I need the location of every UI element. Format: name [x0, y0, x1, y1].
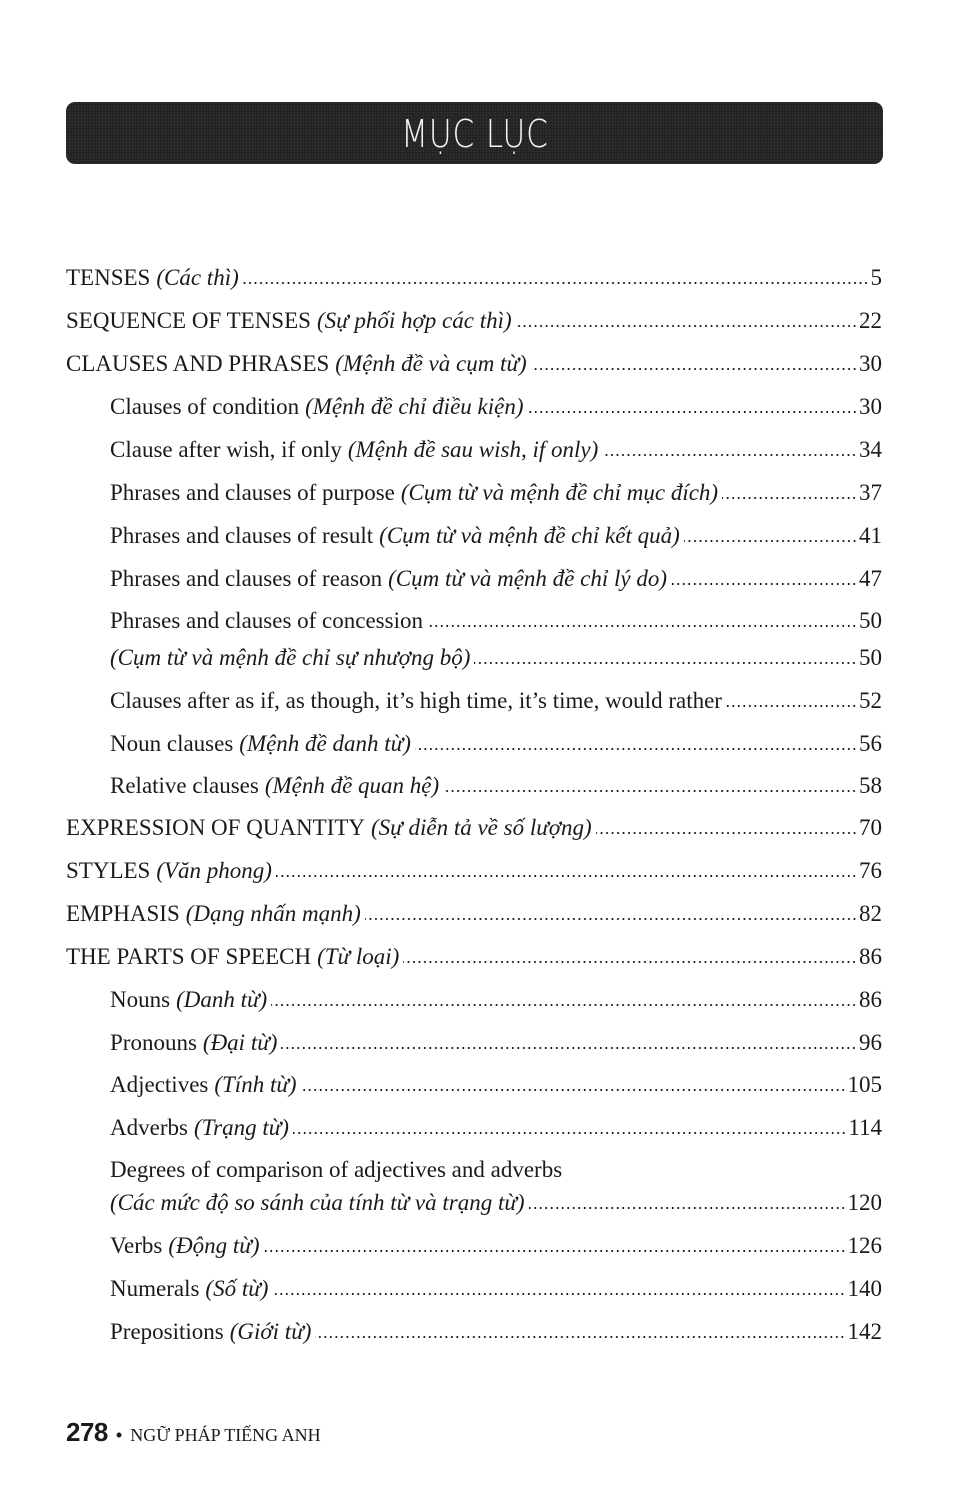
toc-entry-page: 105 — [847, 1072, 882, 1097]
toc-entry-translation: (Trạng từ) — [193, 1115, 289, 1140]
toc-entry-page: 30 — [859, 394, 882, 419]
toc-entry-title: Clause after wish, if only — [110, 437, 342, 462]
dot-leader — [415, 733, 857, 751]
toc-entry-title: Phrases and clauses of concession — [110, 608, 423, 633]
toc-entry-translation: (Các thì) — [156, 265, 239, 290]
dot-leader — [264, 1235, 846, 1253]
toc-entry-translation: (Cụm từ và mệnh đề chỉ kết quả) — [379, 523, 680, 548]
toc-header-banner — [66, 102, 883, 164]
book-title: NGỮ PHÁP TIẾNG ANH — [130, 1425, 321, 1445]
dot-leader — [516, 310, 857, 328]
toc-entry-translation: (Tính từ) — [214, 1072, 297, 1097]
toc-entry-page: 114 — [848, 1115, 882, 1140]
toc-entry-page: 56 — [859, 731, 882, 756]
dot-leader — [403, 946, 857, 964]
toc-entry[interactable] — [110, 985, 882, 1015]
toc-entry-title: EXPRESSION OF QUANTITY — [66, 815, 366, 840]
toc-entry-title: CLAUSES AND PHRASES — [66, 351, 330, 376]
toc-entry-title: Pronouns — [110, 1030, 197, 1055]
dot-leader — [315, 1321, 845, 1339]
dot-leader — [301, 1074, 846, 1092]
toc-entry-title: Prepositions — [110, 1319, 224, 1344]
toc-entry-page: 70 — [859, 815, 882, 840]
toc-entry-title: Nouns — [110, 987, 171, 1012]
toc-entry[interactable] — [110, 686, 882, 716]
toc-entry[interactable] — [66, 306, 882, 336]
dot-leader — [531, 353, 857, 371]
dot-leader — [726, 690, 857, 708]
toc-entry-title: STYLES — [66, 858, 151, 883]
toc-entry-translation: (Mệnh đề và cụm từ) — [335, 351, 527, 376]
toc-entry-translation: (Mệnh đề chỉ điều kiện) — [305, 394, 524, 419]
toc-entry-page: 52 — [859, 688, 882, 713]
dot-leader — [293, 1117, 846, 1135]
toc-entry-title: Clauses of condition — [110, 394, 300, 419]
toc-entry-page: 142 — [847, 1319, 882, 1344]
toc-entry-translation: (Số từ) — [205, 1276, 269, 1301]
toc-entry-title: Phrases and clauses of purpose — [110, 480, 395, 505]
toc-entry-page: 58 — [859, 773, 882, 798]
toc-entry-page: 50 — [859, 608, 882, 633]
toc-entry[interactable] — [66, 813, 882, 843]
toc-entry[interactable] — [66, 899, 882, 929]
toc-entry[interactable] — [66, 942, 882, 972]
dot-leader — [427, 610, 857, 628]
toc-entry[interactable] — [110, 1113, 882, 1143]
bullet-separator: • — [115, 1425, 123, 1445]
toc-entry[interactable] — [110, 1317, 882, 1347]
toc-entry-translation: (Danh từ) — [176, 987, 268, 1012]
toc-entry-page: 140 — [847, 1276, 882, 1301]
toc-entry-page: 82 — [859, 901, 882, 926]
toc-entry-title: Numerals — [110, 1276, 200, 1301]
toc-entry-title: Relative clauses — [110, 773, 259, 798]
page-title: MỤC LỤC — [400, 112, 549, 156]
toc-entry-page: 37 — [859, 480, 882, 505]
toc-entry[interactable] — [110, 392, 882, 422]
toc-entry[interactable] — [110, 1155, 882, 1185]
toc-entry-page: 34 — [859, 437, 882, 462]
toc-entry-page: 96 — [859, 1030, 882, 1055]
toc-entry-page: 126 — [847, 1233, 882, 1258]
toc-entry[interactable] — [110, 478, 882, 508]
toc-entry-page: 22 — [859, 308, 882, 333]
toc-entry-title: Clauses after as if, as though, it’s high time, it’s time, would rather — [110, 688, 722, 713]
toc-entry-page: 76 — [859, 858, 882, 883]
toc-entry-translation: (Sự diễn tả về số lượng) — [371, 815, 592, 840]
toc-entry-translation: (Sự phối hợp các thì) — [316, 308, 512, 333]
dot-leader — [529, 1192, 846, 1210]
toc-entry-translation: (Dạng nhấn mạnh) — [185, 901, 361, 926]
toc-entry[interactable] — [110, 435, 882, 465]
dot-leader — [276, 860, 857, 878]
toc-entry[interactable] — [110, 643, 882, 673]
dot-leader — [602, 439, 857, 457]
dot-leader — [271, 989, 857, 1007]
toc-entry[interactable] — [110, 564, 882, 594]
toc-entry-page: 5 — [870, 265, 882, 290]
toc-entry-translation: (Mệnh đề sau wish, if only) — [347, 437, 599, 462]
toc-entry[interactable] — [110, 606, 882, 636]
toc-entry-title: THE PARTS OF SPEECH — [66, 944, 312, 969]
dot-leader — [671, 568, 857, 586]
toc-entry-title: Adjectives — [110, 1072, 209, 1097]
toc-entry[interactable] — [110, 1070, 882, 1100]
toc-entry-title: TENSES — [66, 265, 151, 290]
toc-entry[interactable] — [110, 771, 882, 801]
toc-entry-translation: (Mệnh đề danh từ) — [239, 731, 411, 756]
dot-leader — [474, 647, 857, 665]
toc-entry-title: EMPHASIS — [66, 901, 180, 926]
toc-entry-translation: (Cụm từ và mệnh đề chỉ lý do) — [388, 566, 667, 591]
toc-entry-title: Verbs — [110, 1233, 163, 1258]
toc-entry-translation: (Văn phong) — [156, 858, 272, 883]
toc-entry-page: 47 — [859, 566, 882, 591]
toc-entry-page: 41 — [859, 523, 882, 548]
toc-entry-translation: (Giới từ) — [229, 1319, 312, 1344]
dot-leader — [365, 903, 857, 921]
toc-entry-translation: (Từ loại) — [317, 944, 400, 969]
toc-entry-page: 120 — [847, 1190, 882, 1215]
dot-leader — [596, 817, 857, 835]
toc-entry-page: 50 — [859, 645, 882, 670]
toc-entry-page: 86 — [859, 944, 882, 969]
toc-entry-title: Phrases and clauses of reason — [110, 566, 383, 591]
dot-leader — [243, 267, 869, 285]
toc-entry[interactable] — [110, 521, 882, 551]
dot-leader — [722, 482, 857, 500]
toc-entry-translation: (Cụm từ và mệnh đề chỉ mục đích) — [400, 480, 719, 505]
toc-entry-translation: (Cụm từ và mệnh đề chỉ sự nhượng bộ) — [110, 645, 471, 670]
dot-leader — [443, 775, 857, 793]
toc-entry[interactable] — [110, 729, 882, 759]
toc-entry-title: Phrases and clauses of result — [110, 523, 374, 548]
toc-entry[interactable] — [66, 263, 882, 293]
page-footer — [66, 1417, 321, 1448]
toc-entry-translation: (Đại từ) — [202, 1030, 278, 1055]
toc-entry[interactable] — [110, 1231, 882, 1261]
dot-leader — [281, 1032, 857, 1050]
toc-entry-translation: (Động từ) — [168, 1233, 260, 1258]
toc-entry[interactable] — [110, 1188, 882, 1218]
toc-entry[interactable] — [110, 1274, 882, 1304]
page-number: 278 — [66, 1417, 108, 1447]
toc-entry-translation: (Mệnh đề quan hệ) — [264, 773, 440, 798]
toc-entry-page: 86 — [859, 987, 882, 1012]
toc-entry-title: Adverbs — [110, 1115, 188, 1140]
toc-entry[interactable] — [66, 856, 882, 886]
dot-leader — [684, 525, 857, 543]
dot-leader — [272, 1278, 845, 1296]
toc-entry-title: SEQUENCE OF TENSES — [66, 308, 311, 333]
toc-entry[interactable] — [110, 1028, 882, 1058]
toc-entry-title: Noun clauses — [110, 731, 234, 756]
dot-leader — [528, 396, 858, 414]
toc-entry-translation: (Các mức độ so sánh của tính từ và trạng từ) — [110, 1190, 525, 1215]
toc-entry-title: Degrees of comparison of adjectives and adverbs — [110, 1157, 563, 1182]
toc-entry-page: 30 — [859, 351, 882, 376]
toc-entry[interactable] — [66, 349, 882, 379]
